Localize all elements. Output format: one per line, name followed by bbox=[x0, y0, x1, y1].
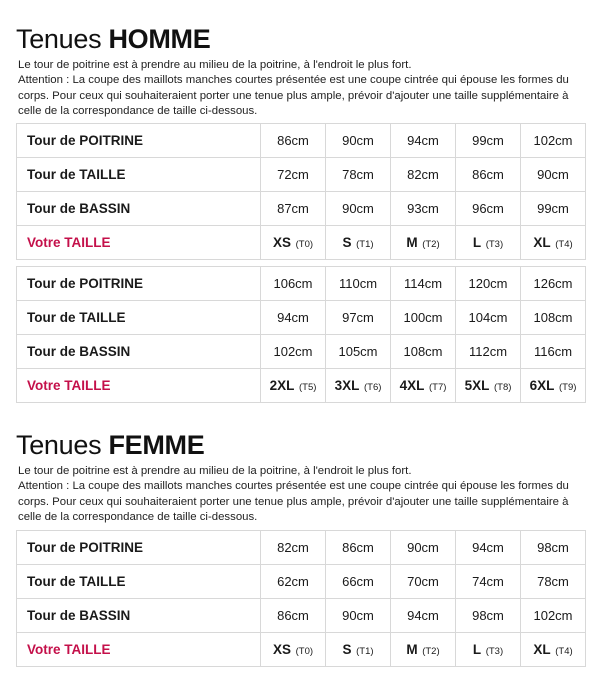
table-row bbox=[16, 301, 586, 335]
size-row bbox=[16, 633, 586, 667]
size-cell bbox=[261, 369, 326, 403]
size-code: (T8) bbox=[493, 382, 512, 393]
size-name: 3XL bbox=[334, 378, 360, 393]
size-name: M bbox=[406, 642, 418, 657]
homme-section bbox=[16, 24, 586, 120]
size-name: XL bbox=[533, 235, 551, 250]
measure-value: 74cm bbox=[456, 565, 521, 599]
measure-value: 108cm bbox=[521, 301, 586, 335]
measure-label: Tour de TAILLE bbox=[16, 565, 261, 599]
size-cell bbox=[456, 369, 521, 403]
table-row bbox=[16, 192, 586, 226]
measure-value: 82cm bbox=[391, 158, 456, 192]
measure-value: 78cm bbox=[521, 565, 586, 599]
homme-title: Tenues HOMME bbox=[16, 24, 211, 54]
measure-value: 99cm bbox=[521, 192, 586, 226]
size-code: (T9) bbox=[558, 382, 577, 393]
measure-value: 105cm bbox=[326, 335, 391, 369]
size-code: (T4) bbox=[555, 646, 573, 657]
measure-value: 82cm bbox=[261, 530, 326, 565]
size-code: (T1) bbox=[356, 239, 374, 250]
measure-value: 104cm bbox=[456, 301, 521, 335]
size-cell bbox=[391, 226, 456, 260]
size-cell bbox=[521, 226, 586, 260]
measure-label: Tour de BASSIN bbox=[16, 599, 261, 633]
size-name: XS bbox=[272, 642, 291, 657]
measure-value: 90cm bbox=[326, 599, 391, 633]
size-name: L bbox=[472, 235, 482, 250]
measure-label: Tour de POITRINE bbox=[16, 266, 261, 301]
size-cell bbox=[391, 369, 456, 403]
measure-label: Tour de TAILLE bbox=[16, 301, 261, 335]
measure-value: 90cm bbox=[521, 158, 586, 192]
size-name: 2XL bbox=[269, 378, 295, 393]
homme-table-1-wrap bbox=[16, 123, 586, 260]
size-cell bbox=[521, 633, 586, 667]
measure-value: 72cm bbox=[261, 158, 326, 192]
measure-value: 94cm bbox=[391, 123, 456, 158]
measure-value: 102cm bbox=[261, 335, 326, 369]
measure-value: 99cm bbox=[456, 123, 521, 158]
size-code: (T5) bbox=[298, 382, 317, 393]
measure-label: Tour de POITRINE bbox=[16, 123, 261, 158]
size-name: S bbox=[342, 642, 352, 657]
size-name: 4XL bbox=[399, 378, 425, 393]
size-name: L bbox=[472, 642, 482, 657]
size-name: 5XL bbox=[464, 378, 490, 393]
size-name: 6XL bbox=[529, 378, 555, 393]
femme-size-table bbox=[16, 530, 586, 667]
table-row bbox=[16, 266, 586, 301]
measure-value: 94cm bbox=[391, 599, 456, 633]
size-cell bbox=[261, 226, 326, 260]
measure-value: 62cm bbox=[261, 565, 326, 599]
femme-title: Tenues FEMME bbox=[16, 430, 205, 460]
size-cell bbox=[326, 369, 391, 403]
size-label: Votre TAILLE bbox=[16, 226, 261, 260]
size-cell bbox=[391, 633, 456, 667]
table-row bbox=[16, 599, 586, 633]
measure-value: 66cm bbox=[326, 565, 391, 599]
size-code: (T2) bbox=[422, 646, 440, 657]
measure-label: Tour de BASSIN bbox=[16, 192, 261, 226]
measure-value: 78cm bbox=[326, 158, 391, 192]
size-name: M bbox=[406, 235, 418, 250]
measure-value: 90cm bbox=[391, 530, 456, 565]
homme-size-table-2 bbox=[16, 266, 586, 403]
measure-value: 106cm bbox=[261, 266, 326, 301]
femme-intro: Le tour de poitrine est à prendre au milieu de la poitrine, à l'endroit le plus fort. Attention : La coupe des maillots manches courtes présentée est une coupe cintrée qui épouse les formes du corps. Pour ceux qui souhaiteraient porter une tenue plus ample, prévoir d'ajouter une taille supplémentaire à celle de la correspondance de taille ci-dessous. bbox=[18, 465, 569, 524]
measure-value: 86cm bbox=[456, 158, 521, 192]
size-code: (T4) bbox=[555, 239, 573, 250]
size-code: (T0) bbox=[295, 646, 314, 657]
measure-value: 112cm bbox=[456, 335, 521, 369]
size-name: S bbox=[342, 235, 352, 250]
measure-value: 120cm bbox=[456, 266, 521, 301]
table-row bbox=[16, 123, 586, 158]
size-cell bbox=[326, 226, 391, 260]
size-code: (T2) bbox=[422, 239, 440, 250]
measure-value: 86cm bbox=[261, 123, 326, 158]
measure-value: 116cm bbox=[521, 335, 586, 369]
size-code: (T3) bbox=[485, 239, 504, 250]
size-code: (T1) bbox=[356, 646, 374, 657]
measure-value: 96cm bbox=[456, 192, 521, 226]
measure-value: 90cm bbox=[326, 123, 391, 158]
measure-value: 114cm bbox=[391, 266, 456, 301]
size-label: Votre TAILLE bbox=[16, 633, 261, 667]
measure-value: 70cm bbox=[391, 565, 456, 599]
measure-value: 90cm bbox=[326, 192, 391, 226]
homme-size-table-1 bbox=[16, 123, 586, 260]
measure-label: Tour de BASSIN bbox=[16, 335, 261, 369]
femme-table-wrap bbox=[16, 530, 586, 667]
measure-value: 93cm bbox=[391, 192, 456, 226]
size-row bbox=[16, 226, 586, 260]
measure-value: 102cm bbox=[521, 599, 586, 633]
homme-table-2-wrap bbox=[16, 266, 586, 403]
measure-label: Tour de POITRINE bbox=[16, 530, 261, 565]
size-code: (T0) bbox=[295, 239, 314, 250]
femme-section bbox=[16, 430, 586, 526]
size-name: XL bbox=[533, 642, 551, 657]
homme-intro: Le tour de poitrine est à prendre au milieu de la poitrine, à l'endroit le plus fort. Attention : La coupe des maillots manches courtes présentée est une coupe cintrée qui épouse les formes du corps. Pour ceux qui souhaiteraient porter une tenue plus ample, prévoir d'ajouter une taille supplémentaire à celle de la correspondance de taille ci-dessous. bbox=[18, 59, 569, 118]
measure-value: 98cm bbox=[456, 599, 521, 633]
table-row bbox=[16, 335, 586, 369]
size-cell bbox=[456, 226, 521, 260]
measure-value: 97cm bbox=[326, 301, 391, 335]
size-cell bbox=[326, 633, 391, 667]
measure-value: 102cm bbox=[521, 123, 586, 158]
size-cell bbox=[521, 369, 586, 403]
measure-value: 126cm bbox=[521, 266, 586, 301]
table-row bbox=[16, 565, 586, 599]
size-name: XS bbox=[272, 235, 291, 250]
measure-value: 98cm bbox=[521, 530, 586, 565]
measure-value: 94cm bbox=[456, 530, 521, 565]
size-row bbox=[16, 369, 586, 403]
size-code: (T3) bbox=[485, 646, 504, 657]
table-row bbox=[16, 530, 586, 565]
size-code: (T7) bbox=[428, 382, 447, 393]
measure-value: 86cm bbox=[261, 599, 326, 633]
measure-label: Tour de TAILLE bbox=[16, 158, 261, 192]
size-cell bbox=[456, 633, 521, 667]
measure-value: 108cm bbox=[391, 335, 456, 369]
measure-value: 87cm bbox=[261, 192, 326, 226]
measure-value: 110cm bbox=[326, 266, 391, 301]
measure-value: 100cm bbox=[391, 301, 456, 335]
measure-value: 86cm bbox=[326, 530, 391, 565]
size-cell bbox=[261, 633, 326, 667]
size-code: (T6) bbox=[363, 382, 382, 393]
size-label: Votre TAILLE bbox=[16, 369, 261, 403]
measure-value: 94cm bbox=[261, 301, 326, 335]
table-row bbox=[16, 158, 586, 192]
